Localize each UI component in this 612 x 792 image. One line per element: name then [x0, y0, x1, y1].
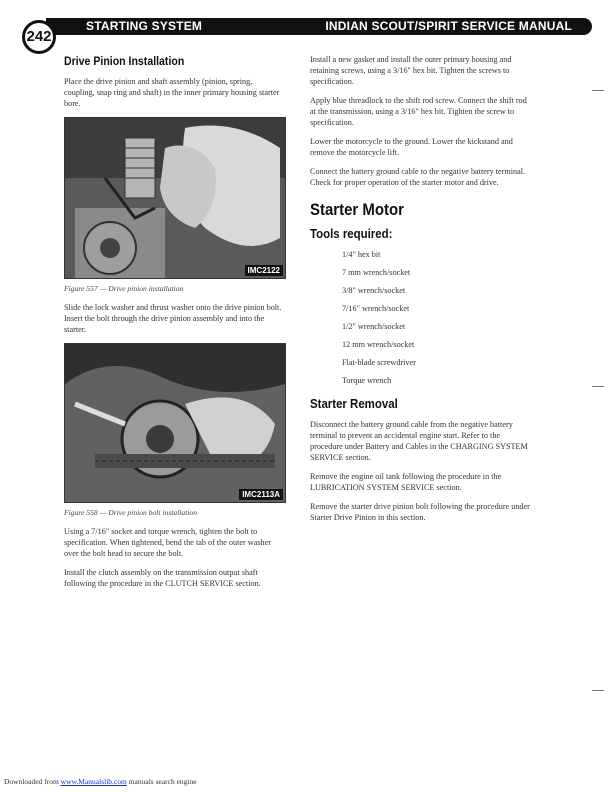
right-paragraph-2: Apply blue threadlock to the shift rod screw. Connect the shift rod at the transmission, using a 3/16" hex bit. Tighten the screw to specification. [310, 96, 527, 127]
drive-pinion-installation-heading: Drive Pinion Installation [64, 54, 185, 68]
right-paragraph-3: Lower the motorcycle to the ground. Lower the kickstand and remove the motorcycle lift. [310, 137, 513, 157]
right-paragraph-4: Connect the battery ground cable to the negative battery terminal. Check for proper operation of the starter motor and drive. [310, 167, 526, 187]
figure-557-photo [64, 117, 286, 279]
margin-mark [592, 690, 604, 691]
tool-item: 7/16" wrench/socket [342, 304, 410, 313]
footer [4, 777, 197, 786]
figure-557-caption: Figure 557 — Drive pinion installation [64, 284, 184, 293]
starter-motor-heading: Starter Motor [310, 200, 404, 219]
left-paragraph-2: Slide the lock washer and thrust washer onto the drive pinion bolt. Insert the bolt through the drive pinion assembly and into the starter. [64, 303, 282, 334]
left-paragraph-4: Install the clutch assembly on the transmission output shaft following the procedure in the CLUTCH SERVICE section. [64, 568, 261, 588]
starter-removal-heading: Starter Removal [310, 396, 398, 411]
tool-item: Torque wrench [342, 376, 392, 385]
figure-557-id: IMC2122 [245, 265, 283, 276]
figure-558-photo [64, 343, 286, 503]
footer-suffix: manuals search engine [128, 777, 197, 786]
removal-paragraph-2: Remove the engine oil tank following the procedure in the LUBRICATION SYSTEM SERVICE section. [310, 472, 502, 492]
left-paragraph-1: Place the drive pinion and shaft assembly (pinion, spring, coupling, snap ring and shaft) in the inner primary housing starter bore. [64, 77, 280, 108]
page-number-badge: 242 [22, 20, 56, 54]
tool-item: 7 mm wrench/socket [342, 268, 411, 277]
tool-item: 1/4" hex bit [342, 250, 381, 259]
manual-title: INDIAN SCOUT/SPIRIT SERVICE MANUAL [325, 19, 572, 33]
right-column [310, 54, 532, 531]
tools-required-heading: Tools required: [310, 226, 393, 241]
header-bar [46, 18, 592, 35]
figure-558-id: IMC2113A [239, 489, 283, 500]
left-column [64, 54, 284, 597]
figure-558-caption: Figure 558 — Drive pinion bolt installation [64, 508, 198, 517]
tool-item: 3/8" wrench/socket [342, 286, 406, 295]
removal-paragraph-3: Remove the starter drive pinion bolt following the procedure under Starter Drive Pinion in this section. [310, 502, 530, 522]
tool-item: 1/2" wrench/socket [342, 322, 406, 331]
tool-item: Flat-blade screwdriver [342, 358, 416, 367]
margin-mark [592, 90, 604, 91]
bolt-installation-photo-illustration [65, 344, 285, 502]
removal-paragraph-1: Disconnect the battery ground cable from the negative battery terminal to prevent an accidental engine start. Refer to the procedure under Battery and Cables in the CHARGING SYSTEM SERVICE section. [310, 420, 528, 462]
manualslib-link[interactable]: www.Manualslib.com [60, 777, 127, 786]
drive-pinion-photo-illustration [65, 118, 285, 278]
tools-list [342, 249, 532, 386]
left-paragraph-3: Using a 7/16" socket and torque wrench, tighten the bolt to specification. When tightened, bend the tab of the outer washer over the bolt head to secure the bolt. [64, 527, 271, 558]
tool-item: 12 mm wrench/socket [342, 340, 415, 349]
footer-prefix: Downloaded from [4, 777, 59, 786]
section-title: STARTING SYSTEM [86, 19, 203, 33]
right-paragraph-1: Install a new gasket and install the outer primary housing and retaining screws, using a 3/16" hex bit. Tighten the screws to specification. [310, 55, 512, 86]
margin-mark [592, 386, 604, 387]
